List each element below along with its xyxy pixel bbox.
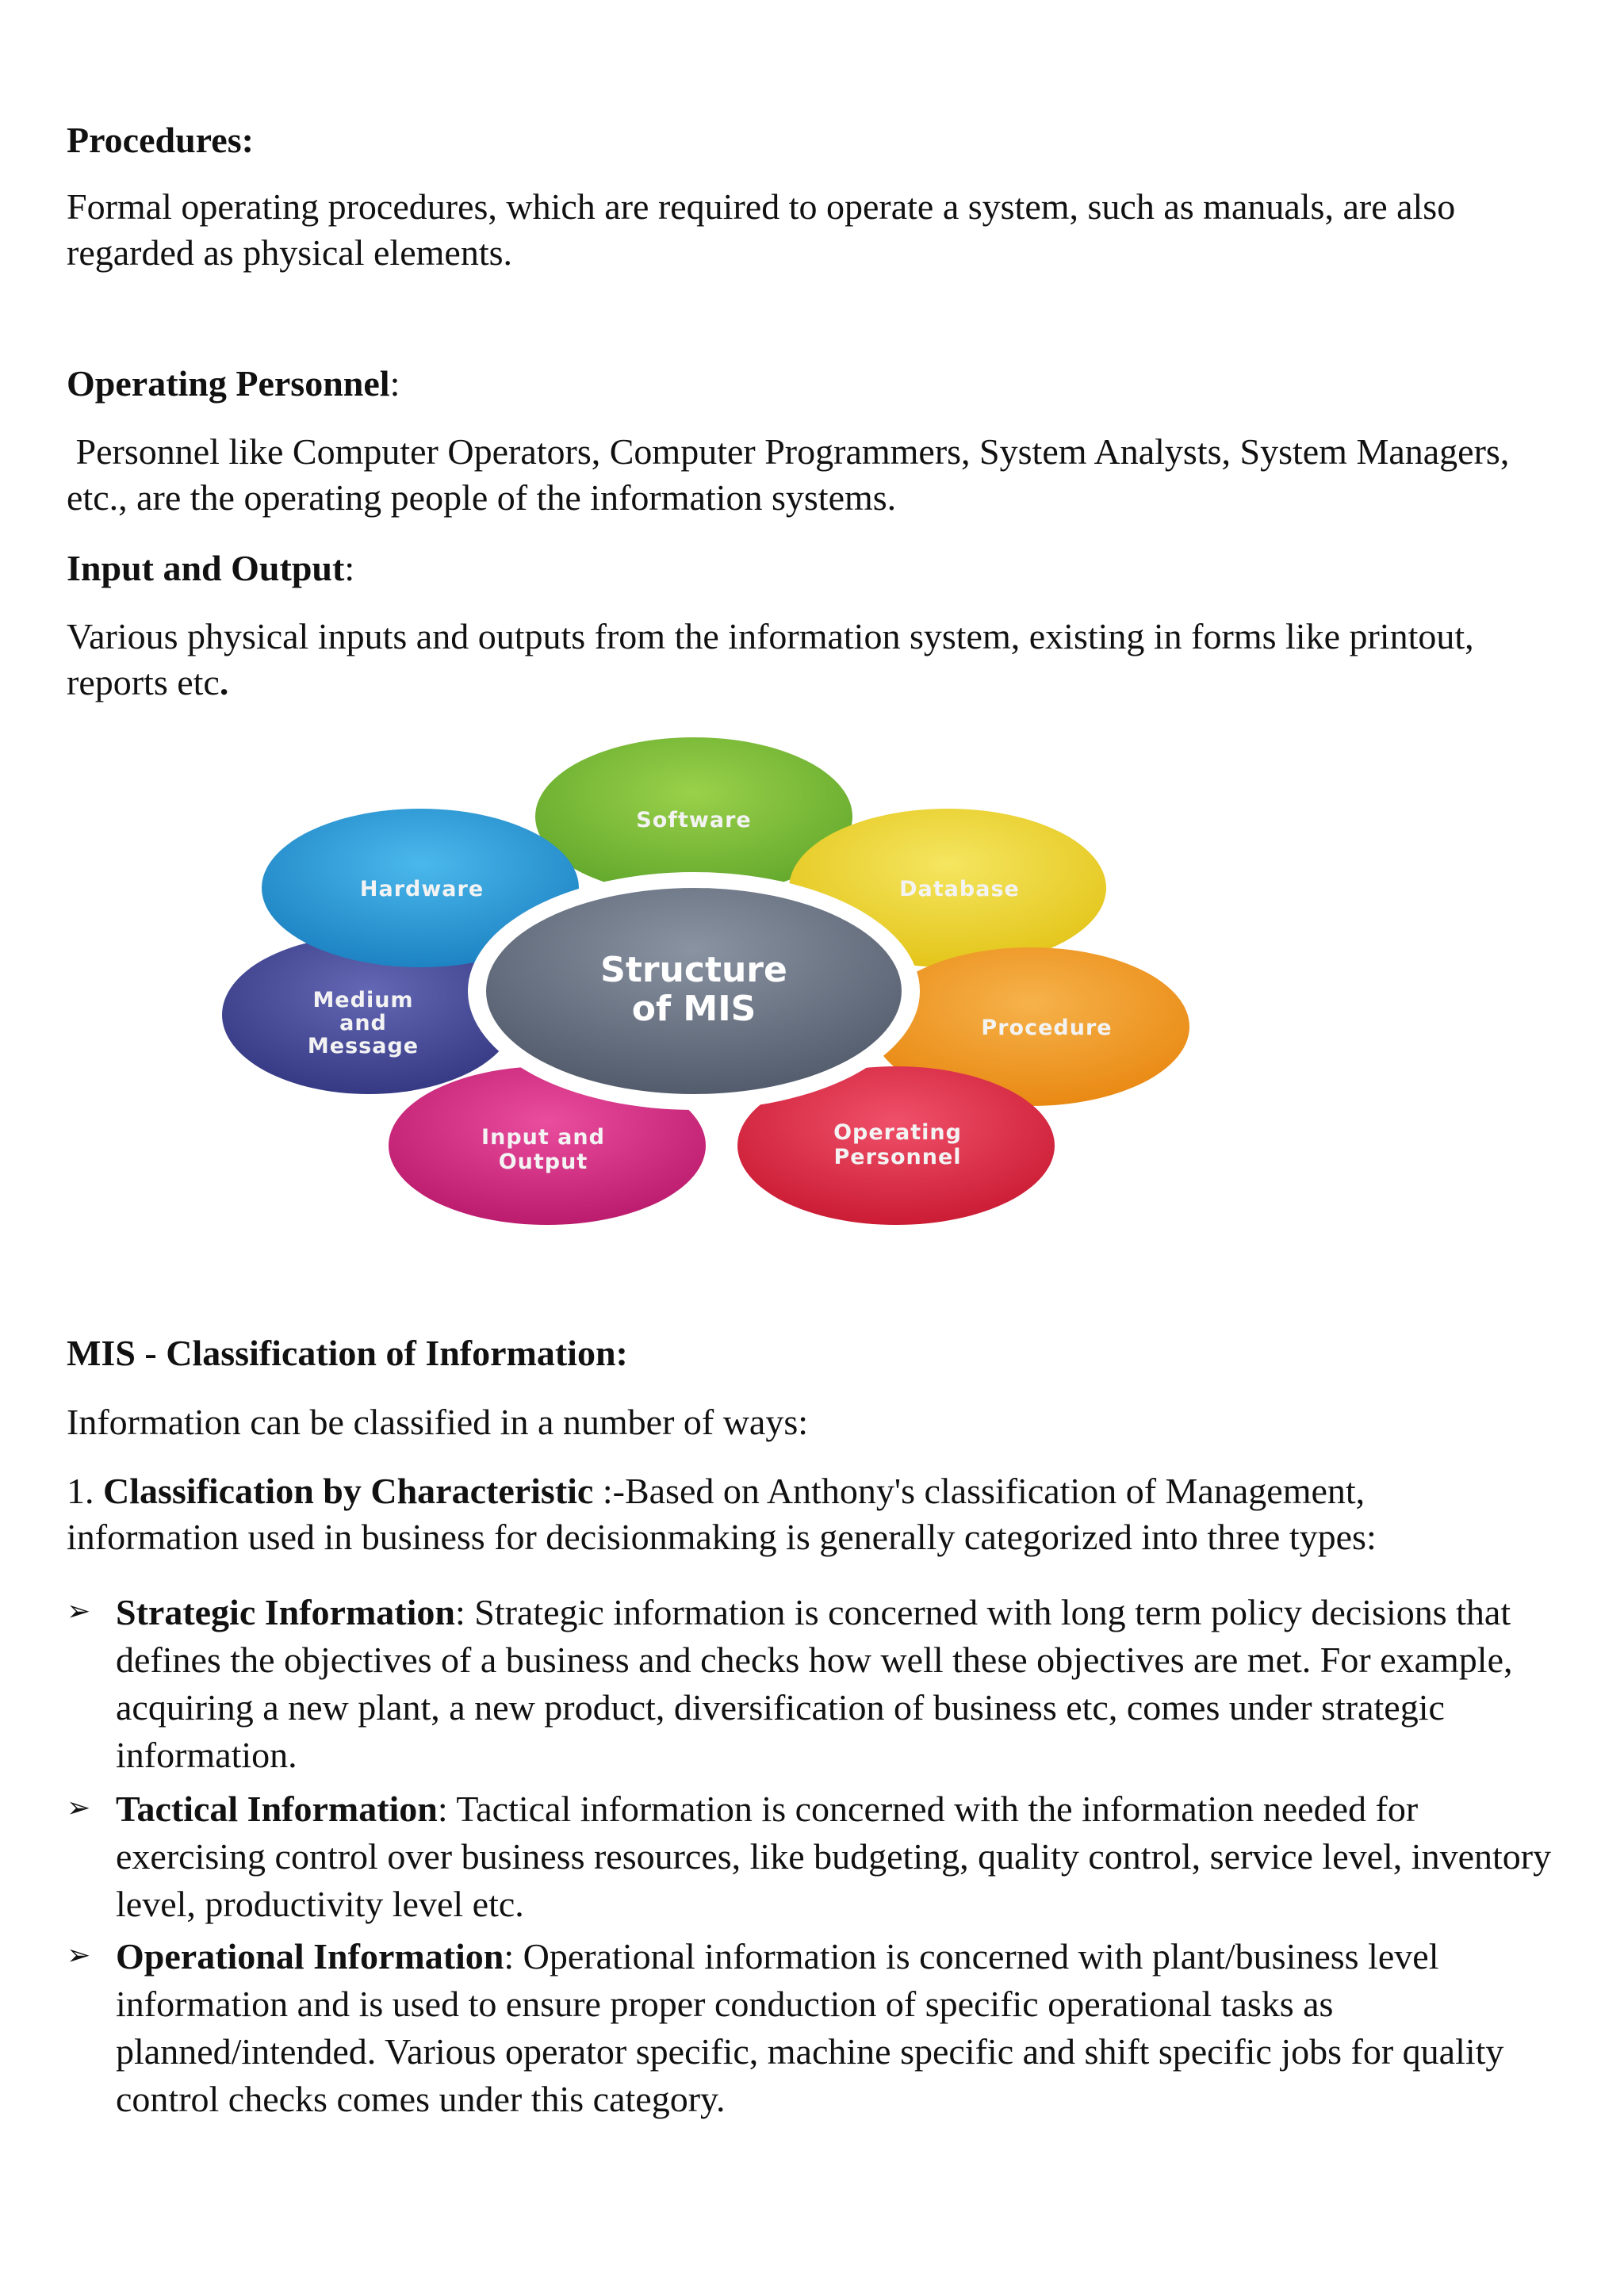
input-output-heading-text: Input and Output (67, 548, 345, 588)
mis-flower-svg (214, 733, 1189, 1225)
classification-item-1 (67, 1468, 1542, 1560)
input-output-text: Various physical inputs and outputs from the information system, existing in forms like printout, reports etc (67, 616, 1474, 702)
bullet-strategic-term: Strategic Information (116, 1592, 455, 1632)
operating-personnel-text: Personnel like Computer Operators, Computer Programmers, System Analysts, System Managers, etc., are the operating people of the information systems. (67, 431, 1519, 518)
bullet-operational (67, 1933, 1557, 2123)
procedures-heading (67, 117, 1542, 163)
arrow-bullet-icon: ➢ (67, 1939, 91, 1972)
bullet-tactical-text: : Tactical information is concerned with the information needed for exercising control over business resources, like budgeting, quality control, service level, inventory level, productivity level etc. (116, 1789, 1552, 1924)
bullet-operational-term: Operational Information (116, 1936, 504, 1976)
label-medium-line1: Medium (312, 988, 414, 1012)
input-output-heading (67, 545, 1542, 591)
bullet-strategic (67, 1589, 1557, 1779)
classification-item-number: 1. (67, 1471, 103, 1511)
center-label-line1: Structure (600, 950, 787, 990)
label-medium-line3: Message (307, 1034, 419, 1058)
procedures-paragraph (67, 184, 1542, 276)
procedures-heading-text: Procedures: (67, 120, 254, 160)
label-medium-line2: and (339, 1011, 387, 1035)
label-input-line2: Output (498, 1150, 588, 1174)
classification-intro (67, 1399, 1542, 1445)
classification-heading (67, 1330, 1542, 1376)
classification-item-text: :-Based on Anthony's classification of Management, information used in business for decisionmaking is generally categorized into three types: (67, 1471, 1377, 1557)
bullet-strategic-content (116, 1589, 1557, 1779)
bullet-operational-text: : Operational information is concerned with plant/business level information and is used to ensure proper conduction of specific operational tasks as planned/intended. Various operator specific, machine specific and shift specific jobs for quality control checks comes under this category. (116, 1936, 1504, 2119)
label-hardware: Hardware (359, 877, 485, 901)
classification-heading-text: MIS - Classification of Information: (67, 1333, 628, 1373)
label-input-line1: Input and (481, 1125, 605, 1150)
structure-of-mis-diagram (214, 733, 1189, 1225)
bullet-strategic-text: : Strategic information is concerned with long term policy decisions that defines the objectives of a business and checks how well these objectives are met. For example, acquiring a new plant, a new product, diversification of business etc, comes under strategic information. (116, 1592, 1513, 1775)
bullet-tactical-content (116, 1785, 1557, 1928)
label-operating-line2: Personnel (833, 1145, 962, 1169)
arrow-bullet-icon: ➢ (67, 1792, 91, 1824)
input-output-colon: : (344, 548, 355, 588)
input-output-paragraph (67, 614, 1542, 706)
bullet-tactical (67, 1785, 1557, 1928)
label-operating-line1: Operating (833, 1120, 962, 1145)
center-label-line2: of MIS (631, 989, 756, 1029)
classification-intro-text: Information can be classified in a number of ways: (67, 1402, 809, 1442)
input-output-period: . (219, 662, 229, 702)
label-database: Database (899, 877, 1020, 901)
classification-item-term: Classification by Characteristic (103, 1471, 594, 1511)
bullet-tactical-term: Tactical Information (116, 1789, 438, 1829)
label-procedure: Procedure (981, 1016, 1113, 1040)
operating-personnel-colon: : (389, 363, 400, 404)
bullet-operational-content (116, 1933, 1557, 2123)
arrow-bullet-icon: ➢ (67, 1595, 91, 1628)
procedures-text: Formal operating procedures, which are required to operate a system, such as manuals, are also regarded as physical elements. (67, 186, 1456, 273)
operating-personnel-heading (67, 361, 1542, 407)
operating-personnel-heading-text: Operating Personnel (67, 363, 390, 404)
label-software: Software (636, 808, 752, 832)
operating-personnel-paragraph (67, 429, 1542, 521)
